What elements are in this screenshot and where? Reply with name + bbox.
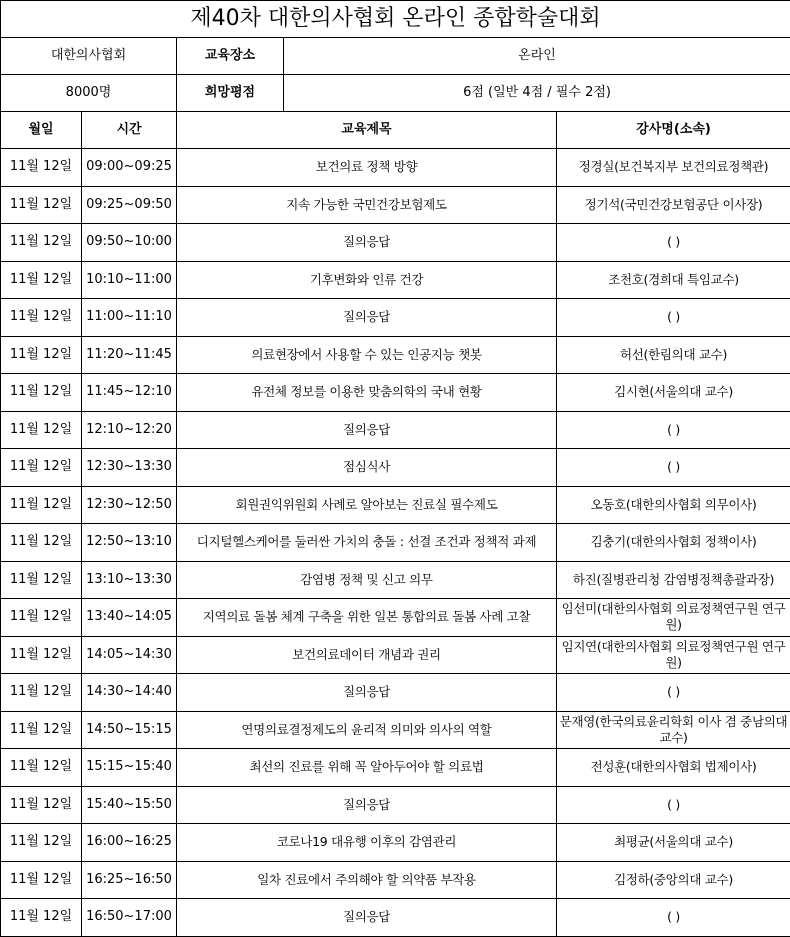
lecturer-cell: ( ) bbox=[557, 786, 790, 824]
time-cell: 12:30~13:30 bbox=[82, 449, 177, 487]
header-time: 시간 bbox=[82, 112, 177, 149]
lecturer-cell: 조천호(경희대 특임교수) bbox=[557, 261, 790, 299]
subject-cell: 의료현장에서 사용할 수 있는 인공지능 챗봇 bbox=[177, 336, 557, 374]
lecturer-cell: 김정하(중앙의대 교수) bbox=[557, 861, 790, 899]
date-cell: 11월 12일 bbox=[1, 261, 82, 299]
date-cell: 11월 12일 bbox=[1, 711, 82, 749]
lecturer-cell: 정경실(보건복지부 보건의료정책관) bbox=[557, 149, 790, 187]
lecturer-cell: ( ) bbox=[557, 299, 790, 337]
lecturer-cell: 임지연(대한의사협회 의료정책연구원 연구원) bbox=[557, 636, 790, 674]
table-row bbox=[1, 861, 790, 899]
date-cell: 11월 12일 bbox=[1, 186, 82, 224]
date-cell: 11월 12일 bbox=[1, 411, 82, 449]
page-title: 제40차 대한의사협회 온라인 종합학술대회 bbox=[1, 1, 790, 38]
organizer-value: 대한의사협회 bbox=[1, 38, 177, 75]
date-cell: 11월 12일 bbox=[1, 449, 82, 487]
subject-cell: 디지털헬스케어를 둘러싼 가치의 충돌 : 선결 조건과 정책적 과제 bbox=[177, 524, 557, 562]
table-row bbox=[1, 486, 790, 524]
place-label: 교육장소 bbox=[177, 38, 284, 75]
table-row bbox=[1, 186, 790, 224]
info-row-place bbox=[1, 38, 790, 75]
credit-label: 희망평점 bbox=[177, 75, 284, 112]
table-row bbox=[1, 336, 790, 374]
time-cell: 09:50~10:00 bbox=[82, 224, 177, 262]
subject-cell: 기후변화와 인류 건강 bbox=[177, 261, 557, 299]
time-cell: 10:10~11:00 bbox=[82, 261, 177, 299]
table-row bbox=[1, 711, 790, 749]
capacity-value: 8000명 bbox=[1, 75, 177, 112]
lecturer-cell: 오동호(대한의사협회 의무이사) bbox=[557, 486, 790, 524]
lecturer-cell: ( ) bbox=[557, 674, 790, 712]
time-cell: 15:40~15:50 bbox=[82, 786, 177, 824]
date-cell: 11월 12일 bbox=[1, 861, 82, 899]
header-date: 월일 bbox=[1, 112, 82, 149]
subject-cell: 감염병 정책 및 신고 의무 bbox=[177, 561, 557, 599]
subject-cell: 점심식사 bbox=[177, 449, 557, 487]
time-cell: 13:40~14:05 bbox=[82, 599, 177, 637]
lecturer-cell: 김충기(대한의사협회 정책이사) bbox=[557, 524, 790, 562]
time-cell: 12:30~12:50 bbox=[82, 486, 177, 524]
column-header-row bbox=[1, 112, 790, 149]
lecturer-cell: 김시현(서울의대 교수) bbox=[557, 374, 790, 412]
subject-cell: 유전체 정보를 이용한 맞춤의학의 국내 현황 bbox=[177, 374, 557, 412]
table-row bbox=[1, 899, 790, 937]
header-subject: 교육제목 bbox=[177, 112, 557, 149]
time-cell: 14:05~14:30 bbox=[82, 636, 177, 674]
time-cell: 11:20~11:45 bbox=[82, 336, 177, 374]
date-cell: 11월 12일 bbox=[1, 486, 82, 524]
table-row bbox=[1, 786, 790, 824]
schedule-body bbox=[1, 1, 790, 937]
subject-cell: 보건의료 정책 방향 bbox=[177, 149, 557, 187]
table-row bbox=[1, 374, 790, 412]
lecturer-cell: 정기석(국민건강보험공단 이사장) bbox=[557, 186, 790, 224]
date-cell: 11월 12일 bbox=[1, 899, 82, 937]
table-row bbox=[1, 674, 790, 712]
place-value: 온라인 bbox=[284, 38, 790, 75]
credit-value: 6점 (일반 4점 / 필수 2점) bbox=[284, 75, 790, 112]
subject-cell: 질의응답 bbox=[177, 786, 557, 824]
subject-cell: 질의응답 bbox=[177, 299, 557, 337]
subject-cell: 회원권익위원회 사례로 알아보는 진료실 필수제도 bbox=[177, 486, 557, 524]
date-cell: 11월 12일 bbox=[1, 224, 82, 262]
time-cell: 16:50~17:00 bbox=[82, 899, 177, 937]
table-row bbox=[1, 524, 790, 562]
subject-cell: 연명의료결정제도의 윤리적 의미와 의사의 역할 bbox=[177, 711, 557, 749]
lecturer-cell: 문재영(한국의료윤리학회 이사 겸 중남의대 교수) bbox=[557, 711, 790, 749]
subject-cell: 코로나19 대유행 이후의 감염관리 bbox=[177, 824, 557, 862]
subject-cell: 질의응답 bbox=[177, 899, 557, 937]
table-row bbox=[1, 449, 790, 487]
date-cell: 11월 12일 bbox=[1, 824, 82, 862]
date-cell: 11월 12일 bbox=[1, 524, 82, 562]
table-row bbox=[1, 824, 790, 862]
subject-cell: 지역의료 돌봄 체계 구축을 위한 일본 통합의료 돌봄 사례 고찰 bbox=[177, 599, 557, 637]
date-cell: 11월 12일 bbox=[1, 749, 82, 787]
table-row bbox=[1, 411, 790, 449]
header-lecturer: 강사명(소속) bbox=[557, 112, 790, 149]
date-cell: 11월 12일 bbox=[1, 561, 82, 599]
time-cell: 14:50~15:15 bbox=[82, 711, 177, 749]
time-cell: 11:45~12:10 bbox=[82, 374, 177, 412]
date-cell: 11월 12일 bbox=[1, 636, 82, 674]
time-cell: 13:10~13:30 bbox=[82, 561, 177, 599]
time-cell: 12:50~13:10 bbox=[82, 524, 177, 562]
lecturer-cell: ( ) bbox=[557, 411, 790, 449]
lecturer-cell: 전성훈(대한의사협회 법제이사) bbox=[557, 749, 790, 787]
lecturer-cell: 임선미(대한의사협회 의료정책연구원 연구원) bbox=[557, 599, 790, 637]
lecturer-cell: ( ) bbox=[557, 224, 790, 262]
lecturer-cell: 허선(한림의대 교수) bbox=[557, 336, 790, 374]
time-cell: 12:10~12:20 bbox=[82, 411, 177, 449]
table-row bbox=[1, 299, 790, 337]
date-cell: 11월 12일 bbox=[1, 336, 82, 374]
date-cell: 11월 12일 bbox=[1, 674, 82, 712]
table-row bbox=[1, 261, 790, 299]
subject-cell: 질의응답 bbox=[177, 411, 557, 449]
date-cell: 11월 12일 bbox=[1, 786, 82, 824]
subject-cell: 최선의 진료를 위해 꼭 알아두어야 할 의료법 bbox=[177, 749, 557, 787]
table-row bbox=[1, 636, 790, 674]
title-row bbox=[1, 1, 790, 38]
date-cell: 11월 12일 bbox=[1, 149, 82, 187]
subject-cell: 지속 가능한 국민건강보험제도 bbox=[177, 186, 557, 224]
time-cell: 09:00~09:25 bbox=[82, 149, 177, 187]
table-row bbox=[1, 224, 790, 262]
subject-cell: 일차 진료에서 주의해야 할 의약품 부작용 bbox=[177, 861, 557, 899]
time-cell: 14:30~14:40 bbox=[82, 674, 177, 712]
time-cell: 16:25~16:50 bbox=[82, 861, 177, 899]
table-row bbox=[1, 561, 790, 599]
time-cell: 15:15~15:40 bbox=[82, 749, 177, 787]
table-row bbox=[1, 599, 790, 637]
table-row bbox=[1, 749, 790, 787]
date-cell: 11월 12일 bbox=[1, 374, 82, 412]
lecturer-cell: ( ) bbox=[557, 449, 790, 487]
time-cell: 09:25~09:50 bbox=[82, 186, 177, 224]
subject-cell: 질의응답 bbox=[177, 224, 557, 262]
table-row bbox=[1, 149, 790, 187]
date-cell: 11월 12일 bbox=[1, 299, 82, 337]
info-row-credit bbox=[1, 75, 790, 112]
time-cell: 16:00~16:25 bbox=[82, 824, 177, 862]
date-cell: 11월 12일 bbox=[1, 599, 82, 637]
subject-cell: 보건의료데이터 개념과 권리 bbox=[177, 636, 557, 674]
subject-cell: 질의응답 bbox=[177, 674, 557, 712]
time-cell: 11:00~11:10 bbox=[82, 299, 177, 337]
lecturer-cell: ( ) bbox=[557, 899, 790, 937]
lecturer-cell: 최평균(서울의대 교수) bbox=[557, 824, 790, 862]
lecturer-cell: 하진(질병관리청 감염병정책총괄과장) bbox=[557, 561, 790, 599]
